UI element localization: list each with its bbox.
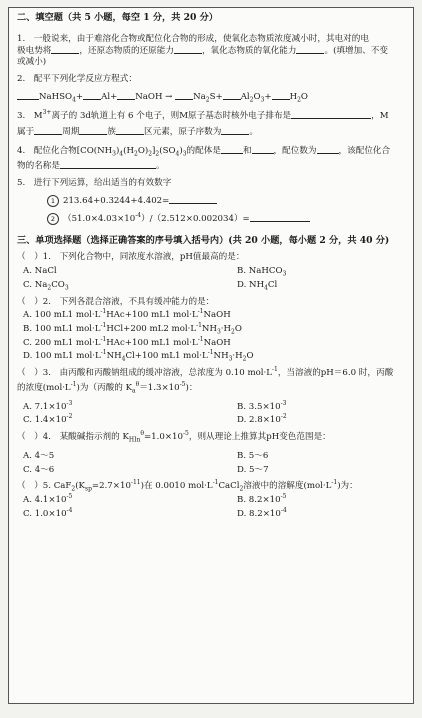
answer-blank[interactable] <box>116 125 144 135</box>
section-fill-blank-title: 二、填空题（共 5 小题，每空 1 分，共 20 分） <box>17 12 218 23</box>
answer-blank[interactable] <box>17 90 39 100</box>
section-single-choice-title: 三、单项选择题（选择正确答案的序号填入括号内）(共 20 小题，每小题 2 分，共 40 分) <box>17 234 390 246</box>
option-a[interactable]: A. $7.1\times 10^{-3}$ <box>23 399 73 412</box>
choice-question-1 <box>17 252 405 290</box>
fill-question-2 <box>17 74 405 103</box>
q5-calc-2: 2 $(51.0\times 4.03\times 10^{-4})/(2.512\times 0.002034)=$ <box>17 212 405 225</box>
answer-blank[interactable] <box>296 44 324 54</box>
option-a[interactable]: A. 4～5 <box>23 450 55 461</box>
fill-question-5 <box>17 178 405 225</box>
option-d[interactable]: D. $NH_4Cl$ <box>237 279 278 292</box>
choice-question-2 <box>17 297 405 363</box>
answer-blank[interactable] <box>221 125 249 135</box>
fill-question-3 <box>17 109 405 137</box>
q3-line2: 属于 周期 族 区元素，原子序数为 。 <box>17 126 258 137</box>
option-b[interactable]: B. NaHCO$_3$ <box>237 266 287 278</box>
option-d[interactable]: D. 100 mL1 $mol\cdot L^{-1}NH_4Cl+100$ mL1 $mol\cdot L^{-1}NH_3\cdot H_2O$ <box>23 349 254 364</box>
option-b[interactable]: B. $3.5\times 10^{-3}$ <box>237 399 287 412</box>
choice-q1-stem: （ ）1. 下列化合物中，同浓度水溶液，pH值最高的是： <box>17 252 245 263</box>
q5-calc-1: 1 213.64+0.3244+4.402= <box>17 194 405 207</box>
option-b[interactable]: B. 100 mL1 $mol\cdot L^{-1}HCl+200$ mL2 $mol\cdot L^{-1}NH_3\cdot H_2O$ <box>23 322 242 336</box>
q4-line2: 物的名称是 。 <box>17 161 165 172</box>
answer-blank[interactable] <box>250 212 310 222</box>
option-a[interactable]: A. NaCl <box>23 266 57 277</box>
q1-line1: 1. 一般说来，由于难溶化合物或配位化合物的形成，使氧化态物质浓度减小时，其电对的电 <box>17 33 369 44</box>
fill-question-4 <box>17 144 405 172</box>
answer-blank[interactable] <box>83 90 101 100</box>
choice-question-4 <box>17 432 405 475</box>
option-c[interactable]: C. 4～6 <box>23 464 55 475</box>
q1-line3: 或减小) <box>17 56 47 67</box>
choice-q2-stem: （ ）2. 下列各混合溶液，不具有缓冲能力的是： <box>17 296 215 307</box>
circled-number: 2 <box>47 213 59 225</box>
answer-blank[interactable] <box>51 44 79 54</box>
choice-q4-stem: （ ）4. 某酸碱指示剂的 $K_{HIn}^\theta=1.0\times 10^{-5}$，则从理论上推算其pH变色范围是： <box>17 430 331 444</box>
answer-blank[interactable] <box>34 125 62 135</box>
option-c[interactable]: C. $Na_2CO_3$ <box>23 279 69 292</box>
answer-blank[interactable] <box>60 159 156 169</box>
option-a[interactable]: A. 100 mL1 $mol\cdot L^{-1}HAc+100$ mL1 $mol\cdot L^{-1}NaOH$ <box>23 308 231 321</box>
q4-line1: 4. 配位化合物$[CO(NH_3)_4(H_2O)_2]_2(SO_4)_3$的配体是 和 ，配位数为 ，该配位化合 <box>17 145 391 158</box>
q2-line1: 2. 配平下列化学反应方程式： <box>17 73 137 84</box>
option-c[interactable]: C. $1.0\times 10^{-4}$ <box>23 506 73 519</box>
exam-page <box>8 7 414 704</box>
option-d[interactable]: D. $8.2\times 10^{-4}$ <box>237 506 287 519</box>
answer-blank[interactable] <box>117 90 135 100</box>
choice-q3-stem-line2: 的浓度$(mol\cdot L^{-1})$为（丙酸的 $K_a^\theta=1.3\times 10^{-5}$)： <box>17 381 198 395</box>
answer-blank[interactable] <box>272 90 290 100</box>
choice-q3-stem: （ ）3. 由丙酸和丙酸钠组成的缓冲溶液，总浓度为 0.10 $mol\cdot L^{-1}$，当溶液的pH＝6.0 时，丙酸 <box>17 366 394 379</box>
option-b[interactable]: B. $8.2\times 10^{-5}$ <box>237 493 287 506</box>
answer-blank[interactable] <box>174 44 202 54</box>
answer-blank[interactable] <box>221 144 243 154</box>
q2-equation: NaHSO$_4$+ Al+ NaOH → $Na_2S+ Al_2O_3+ H_2O$ <box>17 90 405 103</box>
choice-q5-stem: （ ）5. $CaF_2(K_{sp}=2.7\times 10^{-11})$在 0.0010 $mol\cdot L^{-1}CaCl_2$溶液中的溶解度$(mol\cdot L^{-1})$为： <box>17 479 358 494</box>
option-c[interactable]: C. 200 mL1 $mol\cdot L^{-1}HAc+100$ mL1 $mol\cdot L^{-1}NaOH$ <box>23 335 231 348</box>
answer-blank[interactable] <box>79 125 107 135</box>
answer-blank[interactable] <box>291 109 371 119</box>
option-c[interactable]: C. $1.4\times 10^{-2}$ <box>23 413 73 426</box>
choice-question-3 <box>17 368 405 426</box>
fill-question-1 <box>17 34 405 68</box>
answer-blank[interactable] <box>223 90 241 100</box>
choice-question-5 <box>17 481 405 519</box>
q3-line1: 3. $M^{3+}$离子的 3d轨道上有 6 个电子，则M原子基态时核外电子排布是 ，M <box>17 109 389 122</box>
q5-line1: 5. 进行下列运算，给出适当的有效数字 <box>17 178 172 189</box>
option-b[interactable]: B. 5～6 <box>237 450 269 461</box>
answer-blank[interactable] <box>175 90 193 100</box>
circled-number: 1 <box>47 195 59 207</box>
option-d[interactable]: D. $2.8\times 10^{-2}$ <box>237 413 287 426</box>
q1-line2: 极电势将 ，还原态物质的还原能力 ，氧化态物质的氧化能力 。(填增加、不变 <box>17 46 388 57</box>
answer-blank[interactable] <box>317 144 339 154</box>
option-a[interactable]: A. $4.1\times 10^{-5}$ <box>23 493 73 506</box>
answer-blank[interactable] <box>169 194 217 204</box>
option-d[interactable]: D. 5～7 <box>237 464 269 475</box>
answer-blank[interactable] <box>252 144 274 154</box>
